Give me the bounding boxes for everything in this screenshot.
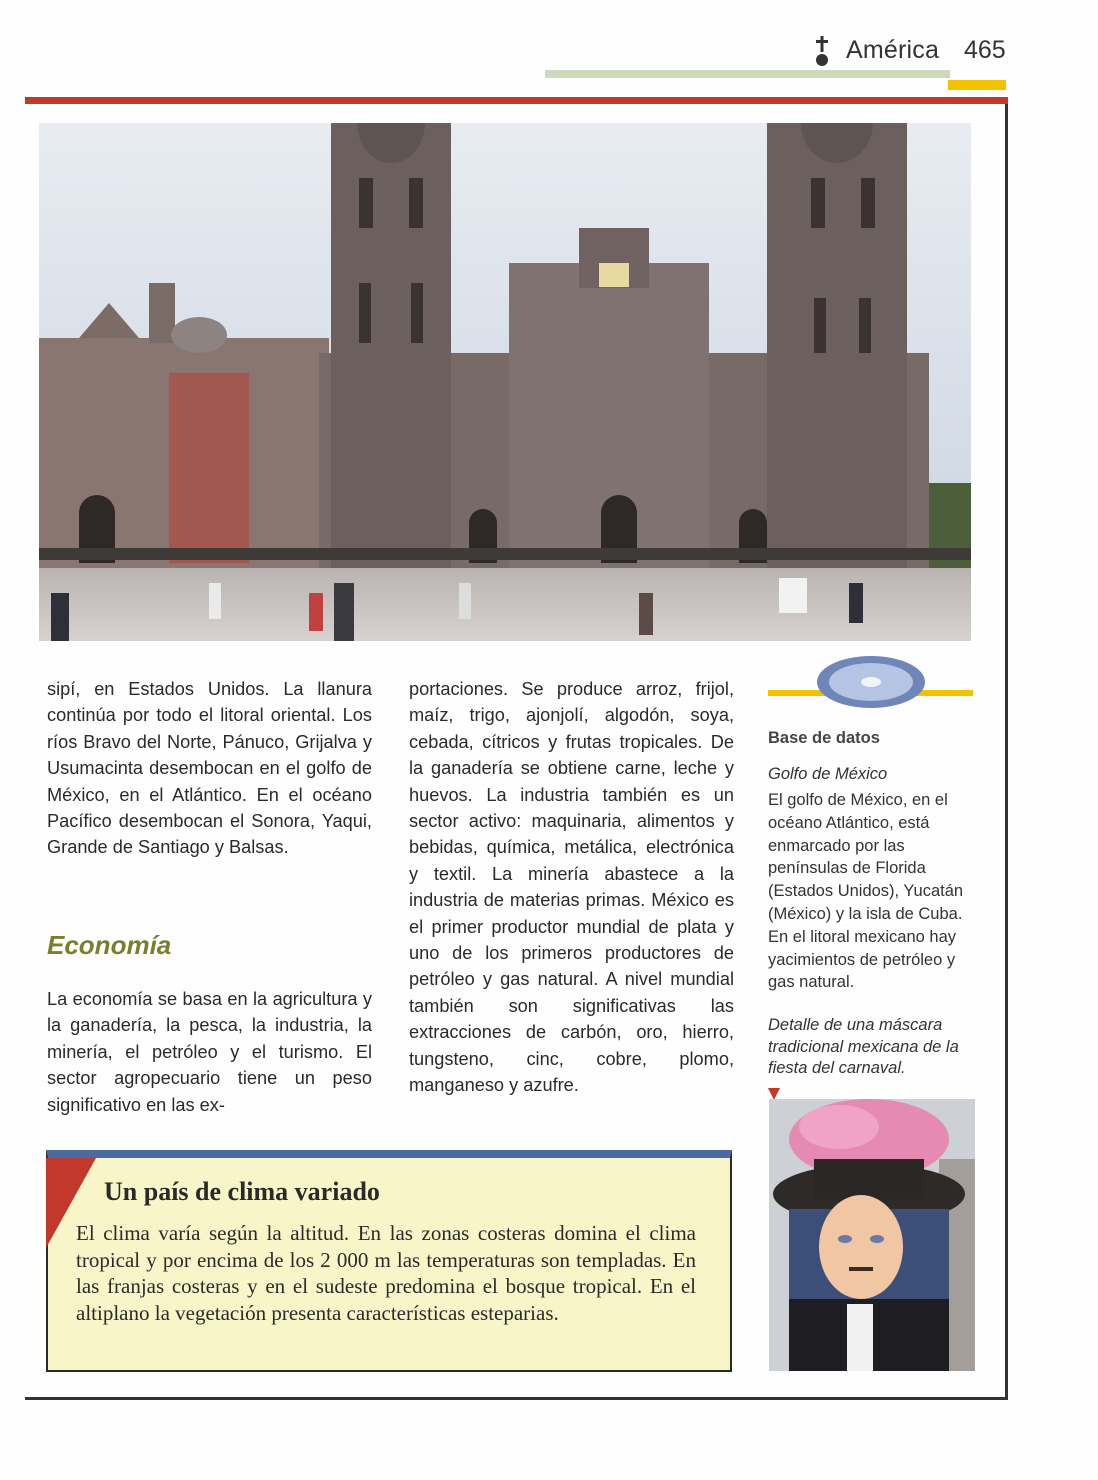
page-number: 465 <box>964 36 1006 64</box>
header-green-bar <box>545 70 950 78</box>
cathedral-photo <box>39 123 971 641</box>
cross-icon <box>814 36 830 70</box>
frame-bottom-rule <box>25 1397 1008 1400</box>
carnival-mask-photo <box>769 1099 975 1371</box>
climate-box-text: El clima varía según la altitud. En las zonas costeras domina el clima tropical y por encima de los 2 000 m las temperaturas son templadas. En las franjas costeras y en el sudeste predomina el bosque tropical. En el altiplano la vegetación presenta características esteparias. <box>76 1221 696 1325</box>
body-text-col1: sipí, en Estados Unidos. La llanura continúa por todo el litoral oriental. Los ríos Bravo del Norte, Pánuco, Grijalva y Usumacinta desembocan en el golfo de México, en el Atlántico. En el océano Pacífico desembocan el Sonora, Yaqui, Grande de Santiago y Balsas. <box>47 679 372 858</box>
section-title: América <box>846 36 940 64</box>
cd-icon <box>815 655 927 710</box>
mask-caption: Detalle de una máscara tradicional mexicana de la fiesta del carnaval. <box>768 1016 959 1077</box>
climate-box-title: Un país de clima variado <box>104 1177 380 1206</box>
section-heading-economia: Economía <box>47 930 172 960</box>
header-yellow-bar <box>948 80 1006 90</box>
body-text-economia: La economía se basa en la agricultura y la ganadería, la pesca, la industria, la minería, el petróleo y el turismo. El sector agropecuario tiene un peso significativo en las ex- <box>47 989 372 1115</box>
sidebar-heading: Base de datos <box>768 729 880 747</box>
sidebar-body: El golfo de México, en el océano Atlántico, está enmarcado por las penínsulas de Florida (Estados Unidos), Yucatán (México) y la isla de Cuba. En el litoral mexicano hay yacimientos de petróleo y gas natural. <box>768 791 964 992</box>
header-red-rule <box>25 97 1008 104</box>
sidebar-subheading: Golfo de México <box>768 765 888 783</box>
frame-right-rule <box>1005 104 1008 1400</box>
body-text-col2: portaciones. Se produce arroz, frijol, maíz, trigo, ajonjolí, algodón, soya, cebada, cítricos y frutas tropicales. De la ganadería se obtiene carne, leche y huevos. La industria también es un sector activo: maquinaria, alimentos y bebidas, química, metálica, electrónica y textil. La minería abastece a la industria de materias primas. México es el primer productor mundial de plata y uno de los primeros productores de petróleo y gas natural. A nivel mundial también son significativas las extracciones de carbón, oro, hierro, tungsteno, cinc, cobre, plomo, manganeso y azufre. <box>409 679 734 1096</box>
